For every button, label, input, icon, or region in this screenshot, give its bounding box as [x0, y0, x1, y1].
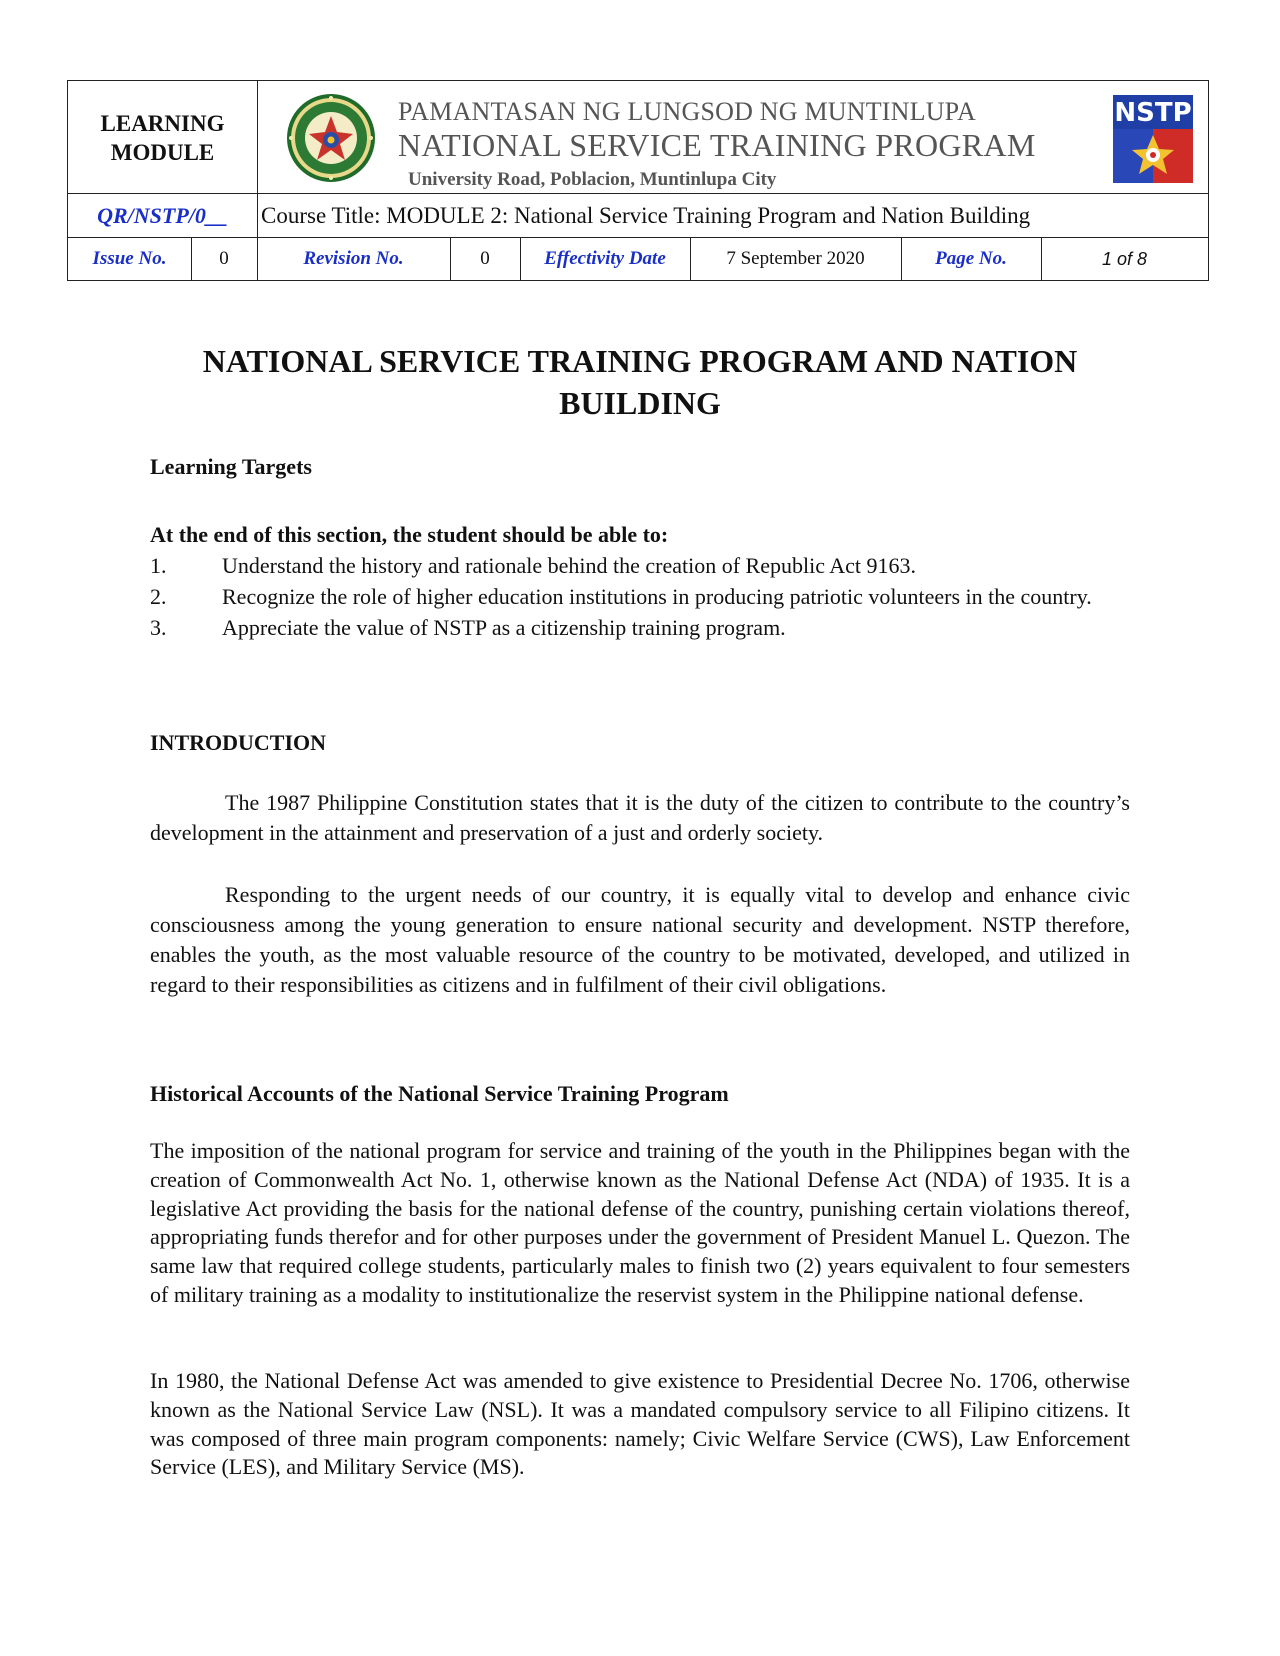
- document-header-table: [67, 80, 1209, 281]
- introduction-paragraph: Responding to the urgent needs of our country, it is equally vital to develop and enhance civic consciousness among the young generation to ensure national security and development. NSTP therefore, enables the youth, as the most valuable resource of the country to be motivated, developed, and utilized in regard to their responsibilities as citizens and in fulfilment of their civil obligations.: [150, 882, 1130, 997]
- learning-targets-heading: Learning Targets: [150, 454, 312, 479]
- course-title: Course Title: MODULE 2: National Service Training Program and Nation Building: [261, 203, 1031, 228]
- university-name: PAMANTASAN NG LUNGSOD NG MUNTINLUPA: [398, 97, 976, 126]
- history-paragraph: The imposition of the national program for service and training of the youth in the Philippines began with the creation of Commonwealth Act No. 1, otherwise known as the National Defense Act (NDA) of 1935. It is a legislative Act providing the basis for the national defense of the country, punishing certain violations thereof, appropriating funds therefor and for other purposes under the government of President Manuel L. Quezon. The same law that required college students, particularly males to finish two (2) years equivalent to four semesters of military training as a modality to institutionalize the reservist system in the Philippine national defense.: [150, 1138, 1130, 1307]
- learning-targets-list: [150, 551, 1130, 643]
- header-row-meta: [68, 238, 1208, 280]
- issue-label: Issue No.: [92, 248, 167, 269]
- program-name: NATIONAL SERVICE TRAINING PROGRAM: [398, 127, 1036, 163]
- nstp-logo-icon: [1109, 87, 1197, 187]
- header-row-course: [68, 194, 1208, 238]
- introduction-paragraph: The 1987 Philippine Constitution states that it is the duty of the citizen to contribute to the country’s development in the attainment and preservation of a just and orderly society.: [150, 790, 1130, 845]
- issue-value: 0: [219, 248, 229, 269]
- list-item: 1. Understand the history and rationale behind the creation of Republic Act 9163.: [150, 553, 917, 578]
- list-item: 3. Appreciate the value of NSTP as a citizenship training program.: [150, 615, 786, 640]
- revision-label: Revision No.: [303, 248, 404, 269]
- page-label: Page No.: [935, 248, 1007, 269]
- page-title: NATIONAL SERVICE TRAINING PROGRAM AND NATION BUILDING: [202, 343, 1078, 421]
- history-paragraph: In 1980, the National Defense Act was amended to give existence to Presidential Decree No. 1706, otherwise known as the National Service Law (NSL). It was a mandated compulsory service to all Filipino citizens. It was composed of three main program components: namely; Civic Welfare Service (CWS), Law Enforcement Service (LES), and Military Service (MS).: [150, 1368, 1130, 1480]
- svg-text:NSTP: NSTP: [1114, 98, 1192, 128]
- university-seal-icon: [285, 92, 377, 184]
- page-number: 1 of 8: [1101, 249, 1148, 269]
- list-item: 2. Recognize the role of higher education institutions in producing patriotic volunteers in the country.: [150, 584, 1092, 609]
- introduction-heading: INTRODUCTION: [150, 730, 327, 755]
- document-code: QR/NSTP/0__: [97, 203, 228, 228]
- revision-value: 0: [480, 248, 490, 269]
- learning-targets-lead: At the end of this section, the student should be able to:: [150, 522, 669, 547]
- header-row-identity: [68, 81, 1208, 194]
- effectivity-value: 7 September 2020: [726, 248, 865, 269]
- history-heading: Historical Accounts of the National Service Training Program: [150, 1081, 729, 1106]
- learning-module-label: LEARNING MODULE: [100, 110, 225, 165]
- university-address: University Road, Poblacion, Muntinlupa City: [408, 169, 777, 190]
- effectivity-label: Effectivity Date: [544, 248, 666, 269]
